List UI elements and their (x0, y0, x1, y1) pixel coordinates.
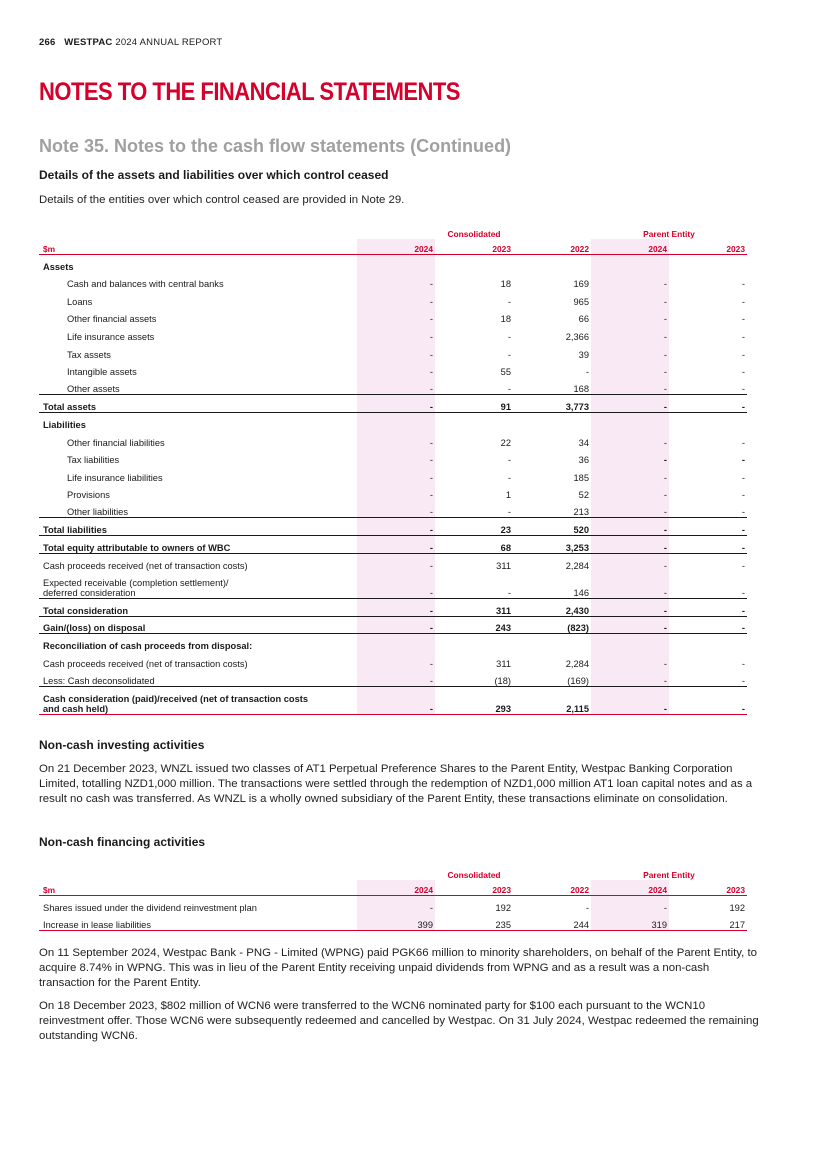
unit-label: $m (39, 880, 357, 895)
note-title: Note 35. Notes to the cash flow statements (Continued) (39, 136, 512, 156)
col-2024: 2024 (357, 239, 435, 254)
cell-value: - (591, 483, 669, 501)
cell-value: - (669, 599, 747, 617)
cell-value: - (669, 518, 747, 536)
cell-value (591, 412, 669, 430)
col-parent-2023: 2023 (669, 880, 747, 895)
cell-value: - (507, 349, 511, 360)
cell-value: 18 (500, 314, 511, 325)
row-label-text: Other assets (67, 384, 120, 395)
cell-value: - (741, 279, 745, 290)
cell-value: 399 (357, 913, 435, 931)
cell-value: 22 (500, 437, 511, 448)
row-label (39, 377, 357, 395)
cell-value: 36 (578, 455, 589, 466)
cell-value: 68 (435, 536, 513, 554)
cell-value (513, 412, 591, 430)
cell-value: - (357, 895, 435, 913)
table-row (39, 553, 747, 571)
col-2024: 2024 (357, 880, 435, 895)
row-label (39, 289, 357, 307)
row-label (39, 599, 357, 617)
row-label-text: Total assets (43, 401, 97, 412)
cell-value: - (357, 483, 435, 501)
cell-value: - (669, 536, 747, 554)
cell-value: - (357, 324, 435, 342)
cell-value: 91 (435, 395, 513, 413)
cell-value: 18 (500, 279, 511, 290)
table-row (39, 289, 747, 307)
col-2023: 2023 (435, 880, 513, 895)
table-row (39, 307, 747, 325)
table-row (39, 599, 747, 617)
row-label-text: Tax liabilities (67, 455, 120, 466)
cell-value: - (357, 500, 435, 518)
cell-value: 311 (435, 553, 513, 571)
cell-value: - (591, 651, 669, 669)
cell-value: - (357, 616, 435, 634)
col-2022: 2022 (513, 239, 591, 254)
row-label-text: Cash consideration (paid)/received (net of transaction costs (43, 694, 309, 705)
col-parent-2023: 2023 (669, 239, 747, 254)
cell-value: - (741, 659, 745, 670)
table-row (39, 342, 747, 360)
cell-value: - (591, 669, 669, 687)
cell-value: - (741, 296, 745, 307)
cell-value: 192 (729, 902, 745, 913)
table-row (39, 254, 747, 272)
cell-value: - (507, 331, 511, 342)
cell-value: 235 (435, 913, 513, 931)
row-label (39, 536, 357, 554)
cell-value: - (591, 536, 669, 554)
cell-value: 185 (573, 472, 589, 483)
row-label (39, 913, 357, 931)
group-header-parent-entity: Parent Entity (643, 229, 695, 239)
cell-value (357, 634, 435, 652)
table-row (39, 634, 747, 652)
row-label (39, 518, 357, 536)
cell-value: - (591, 342, 669, 360)
cell-value: - (357, 669, 435, 687)
page-number: 266 (39, 37, 56, 48)
table-row (39, 536, 747, 554)
cell-value: - (357, 377, 435, 395)
row-label (39, 412, 357, 430)
row-label (39, 500, 357, 518)
table-row (39, 430, 747, 448)
cell-value: - (591, 360, 669, 378)
cell-value: - (357, 307, 435, 325)
cell-value: - (591, 395, 669, 413)
cell-value: 520 (513, 518, 591, 536)
row-label-text: Provisions (67, 490, 110, 501)
row-label-text: Life insurance assets (67, 331, 155, 342)
table-row (39, 651, 747, 669)
cell-value: 146 (573, 588, 589, 599)
cell-value: - (741, 314, 745, 325)
cell-value: - (357, 430, 435, 448)
cell-value: - (741, 331, 745, 342)
report-name: 2024 ANNUAL REPORT (115, 37, 223, 48)
wcn6-transaction-text: On 18 December 2023, $802 million of WCN6 were transferred to the WCN6 nominated party for $100 each pursuant to the WCN10 reinvestment offer. Those WCN6 were subsequently redeemed and cancelled by Westpac. On 31 July 2024, Westpac redeemed the remaining outstanding WCN6. (39, 1000, 759, 1042)
cell-value: - (507, 384, 511, 395)
table-row (39, 500, 747, 518)
row-label-text: Reconciliation of cash proceeds from disposal: (43, 641, 253, 652)
row-label-text: Less: Cash deconsolidated (43, 676, 155, 687)
cell-value: 217 (669, 913, 747, 931)
row-label (39, 616, 357, 634)
unit-label: $m (39, 239, 357, 254)
row-label-text: and cash held) (43, 704, 109, 715)
cell-value: - (591, 307, 669, 325)
cell-value: - (357, 687, 435, 715)
group-header-consolidated: Consolidated (447, 229, 501, 239)
cell-value: - (357, 553, 435, 571)
cell-value: - (741, 472, 745, 483)
cell-value: 52 (578, 490, 589, 501)
page-title: NOTES TO THE FINANCIAL STATEMENTS (39, 78, 460, 106)
running-header (39, 37, 222, 48)
cell-value: 34 (578, 437, 589, 448)
row-label-text: deferred consideration (43, 588, 136, 599)
row-label (39, 687, 357, 715)
row-label (39, 669, 357, 687)
cell-value: - (357, 465, 435, 483)
row-label-text: Other financial assets (67, 314, 157, 325)
cell-value: - (591, 500, 669, 518)
row-label-text: Liabilities (43, 419, 86, 430)
cell-value: - (741, 367, 745, 378)
section-heading-non-cash-financing: Non-cash financing activities (39, 835, 206, 849)
cell-value: 2,430 (513, 599, 591, 617)
row-label-text: Assets (43, 261, 74, 272)
cell-value: - (585, 902, 589, 913)
row-label (39, 395, 357, 413)
row-label-text: Cash and balances with central banks (67, 279, 224, 290)
table-row (39, 465, 747, 483)
table-row (39, 518, 747, 536)
cell-value: - (507, 472, 511, 483)
table-row (39, 669, 747, 687)
row-label-text: Gain/(loss) on disposal (43, 623, 146, 634)
cell-value (591, 634, 669, 652)
cell-value: - (591, 553, 669, 571)
row-label (39, 465, 357, 483)
cell-value (435, 412, 513, 430)
cell-value: - (741, 349, 745, 360)
cell-value: - (741, 490, 745, 501)
row-label-text: Other liabilities (67, 507, 128, 518)
section-heading-control-ceased: Details of the assets and liabilities over which control ceased (39, 168, 389, 182)
cell-value: - (507, 507, 511, 518)
row-label (39, 272, 357, 290)
cell-value: - (591, 465, 669, 483)
cell-value: (823) (513, 616, 591, 634)
cell-value: - (741, 384, 745, 395)
cell-value: 293 (435, 687, 513, 715)
cell-value: 192 (495, 902, 511, 913)
row-label-text: Total equity attributable to owners of WBC (43, 542, 231, 553)
row-label-text: Total liabilities (43, 525, 107, 535)
cell-value: 311 (435, 599, 513, 617)
cell-value (669, 254, 747, 272)
cell-value: - (357, 289, 435, 307)
row-label (39, 553, 357, 571)
row-label (39, 307, 357, 325)
cell-value: - (591, 430, 669, 448)
cell-value: - (591, 518, 669, 536)
row-label (39, 448, 357, 466)
col-2023: 2023 (435, 239, 513, 254)
cell-value: - (591, 289, 669, 307)
cell-value: 3,773 (513, 395, 591, 413)
cell-value: - (357, 342, 435, 360)
row-label (39, 895, 357, 913)
table-row (39, 571, 747, 599)
table-row (39, 324, 747, 342)
cell-value: 319 (591, 913, 669, 931)
col-2022: 2022 (513, 880, 591, 895)
table-row (39, 483, 747, 501)
cell-value: - (591, 448, 669, 466)
row-label (39, 360, 357, 378)
cell-value (513, 254, 591, 272)
row-label (39, 324, 357, 342)
cell-value: - (669, 616, 747, 634)
cell-value: - (591, 571, 669, 599)
cell-value: - (357, 448, 435, 466)
section-intro: Details of the entities over which control ceased are provided in Note 29. (39, 194, 405, 206)
cell-value: 169 (573, 279, 589, 290)
cell-value: - (585, 367, 589, 378)
cell-value: - (741, 455, 745, 466)
cell-value: 965 (573, 296, 589, 307)
row-label-text: Cash proceeds received (net of transaction costs) (43, 659, 248, 670)
row-label (39, 571, 357, 599)
row-label-text: Expected receivable (completion settlement)/ (43, 578, 229, 589)
col-parent-2024: 2024 (591, 880, 669, 895)
cell-value (513, 634, 591, 652)
row-label-text: Intangible assets (67, 367, 137, 378)
cell-value: - (741, 588, 745, 599)
row-label (39, 483, 357, 501)
cell-value: - (741, 507, 745, 518)
cell-value: 243 (435, 616, 513, 634)
cell-value: - (507, 455, 511, 466)
row-label-text: Cash proceeds received (net of transaction costs) (43, 560, 248, 571)
cell-value: (18) (494, 676, 511, 687)
non-cash-investing-text: On 21 December 2023, WNZL issued two classes of AT1 Perpetual Preference Shares to the Parent Entity, Westpac Banking Corporation Limited, totalling NZD1,000 million. The transactions were settled through the redemption of NZD1,000 million AT1 loan capital notes and as a result no cash was transferred. As WNZL is a wholly owned subsidiary of the Parent Entity, these transactions eliminate on consolidation. (39, 763, 753, 805)
control-ceased-table (39, 224, 747, 715)
cell-value: 3,253 (513, 536, 591, 554)
cell-value: - (591, 272, 669, 290)
cell-value: - (357, 599, 435, 617)
cell-value: 39 (578, 349, 589, 360)
cell-value: 66 (578, 314, 589, 325)
cell-value: (169) (567, 676, 589, 687)
col-parent-2024: 2024 (591, 239, 669, 254)
group-header-consolidated: Consolidated (447, 870, 501, 880)
cell-value: 213 (573, 507, 589, 518)
cell-value: - (591, 616, 669, 634)
cell-value: - (669, 395, 747, 413)
cell-value: 168 (573, 384, 589, 395)
cell-value: 2,284 (565, 659, 589, 670)
cell-value: - (669, 553, 747, 571)
table-row (39, 377, 747, 395)
cell-value (357, 412, 435, 430)
cell-value (357, 254, 435, 272)
cell-value: - (591, 599, 669, 617)
row-label (39, 634, 357, 652)
cell-value: 244 (513, 913, 591, 931)
row-label (39, 430, 357, 448)
cell-value: - (357, 360, 435, 378)
cell-value: - (357, 395, 435, 413)
row-label-text: Increase in lease liabilities (43, 919, 152, 930)
cell-value: 2,366 (565, 331, 589, 342)
brand-name: WESTPAC (64, 37, 113, 48)
cell-value: - (669, 687, 747, 715)
cell-value: - (507, 588, 511, 599)
table-row (39, 687, 747, 715)
group-header-parent-entity: Parent Entity (643, 870, 695, 880)
cell-value: 311 (496, 659, 511, 670)
row-label (39, 254, 357, 272)
cell-value: - (357, 272, 435, 290)
row-label-text: Life insurance liabilities (67, 472, 163, 483)
non-cash-financing-table (39, 865, 747, 931)
table-row (39, 913, 747, 931)
cell-value: - (591, 324, 669, 342)
cell-value: 23 (435, 518, 513, 536)
cell-value: 2,115 (513, 687, 591, 715)
cell-value (669, 412, 747, 430)
row-label-text: Tax assets (67, 349, 111, 360)
cell-value: - (357, 571, 435, 599)
table-row (39, 395, 747, 413)
table-row (39, 272, 747, 290)
cell-value (591, 254, 669, 272)
cell-value (435, 254, 513, 272)
cell-value: 1 (505, 490, 511, 501)
row-label-text: Shares issued under the dividend reinvestment plan (43, 902, 257, 913)
cell-value: - (357, 536, 435, 554)
cell-value (669, 634, 747, 652)
cell-value: - (357, 518, 435, 536)
cell-value: - (591, 895, 669, 913)
table-row (39, 895, 747, 913)
row-label (39, 342, 357, 360)
png-transaction-text: On 11 September 2024, Westpac Bank - PNG - Limited (WPNG) paid PGK66 million to minority shareholders, on behalf of the Parent Entity, to acquire 8.74% in WPNG. This was in lieu of the Parent Entity receiving unpaid dividends from WPNG and as a result was a non-cash transaction for the Parent Entity. (39, 947, 757, 989)
cell-value: 2,284 (513, 553, 591, 571)
table-row (39, 360, 747, 378)
cell-value: - (591, 687, 669, 715)
section-heading-non-cash-investing: Non-cash investing activities (39, 738, 205, 752)
table-row (39, 412, 747, 430)
cell-value: - (357, 651, 435, 669)
row-label (39, 651, 357, 669)
row-label-text: Other financial liabilities (67, 437, 165, 448)
table-row (39, 448, 747, 466)
row-label-text: Total consideration (43, 605, 129, 616)
cell-value: - (507, 296, 511, 307)
cell-value: - (741, 676, 745, 687)
table-row (39, 616, 747, 634)
cell-value (435, 634, 513, 652)
row-label-text: Loans (67, 296, 93, 307)
cell-value: - (741, 437, 745, 448)
cell-value: - (591, 377, 669, 395)
cell-value: 55 (500, 367, 511, 378)
